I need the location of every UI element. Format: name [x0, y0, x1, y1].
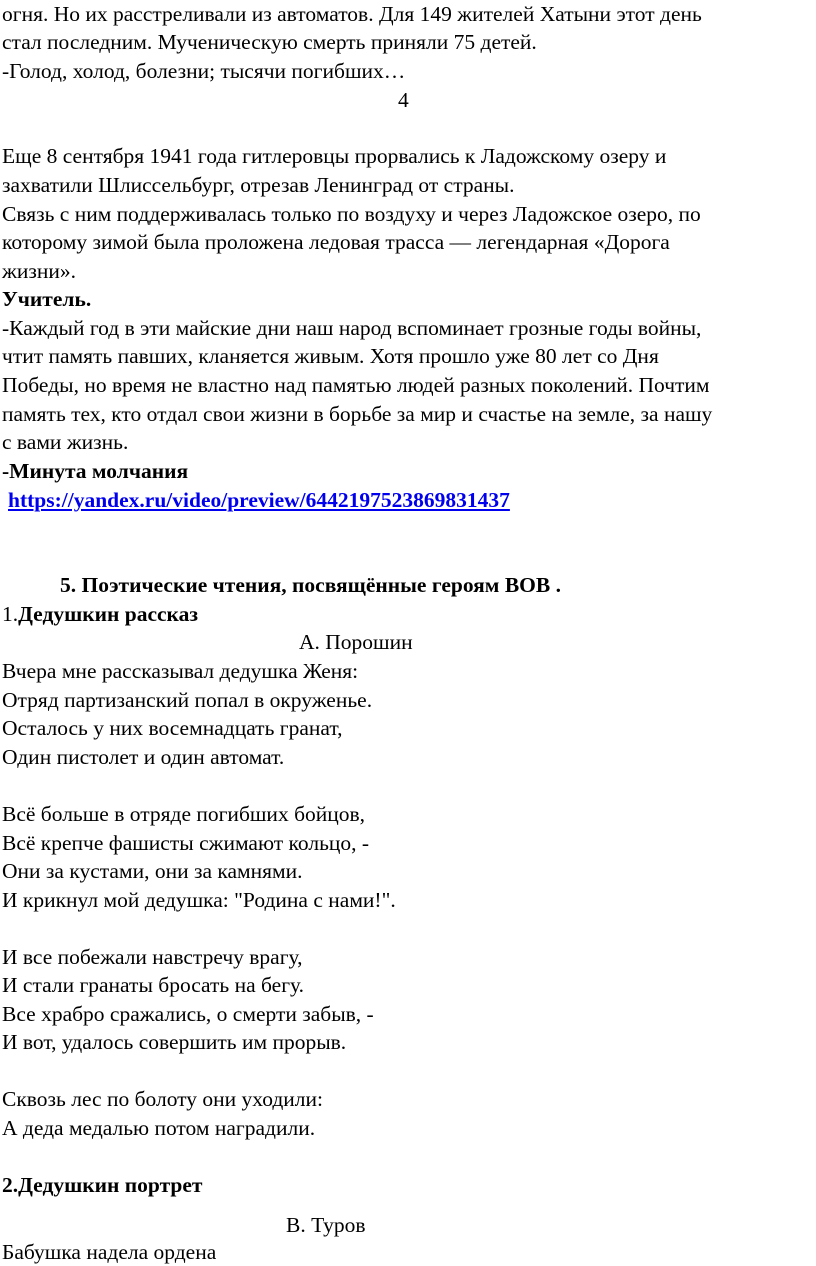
leningrad-line-5: жизни».	[2, 259, 76, 283]
poem-1-stanza-4-line-2: А деда медалью потом наградили.	[2, 1116, 316, 1140]
poem-2-title: 2.Дедушкин портрет	[2, 1173, 203, 1197]
poem-1-title: Дедушкин рассказ	[18, 602, 198, 626]
poem-1-stanza-3-line-4: И вот, удалось совершить им прорыв.	[2, 1030, 347, 1054]
teacher-label: Учитель.	[2, 287, 92, 311]
poem-1-stanza-2-line-2: Всё крепче фашисты сжимают кольцо, -	[2, 831, 370, 855]
poem-1-stanza-1-line-4: Один пистолет и один автомат.	[2, 745, 285, 769]
poem-1-number: 1.	[2, 602, 19, 626]
poem-1-stanza-3-line-2: И стали гранаты бросать на бегу.	[2, 973, 305, 997]
silence-label: -Минута молчания	[2, 459, 189, 483]
leningrad-line-4: которому зимой была проложена ледовая трасса — легендарная «Дорога	[2, 230, 670, 254]
section-5-heading: 5. Поэтические чтения, посвящённые героям ВОВ .	[60, 573, 561, 597]
poem-1-stanza-2-line-1: Всё больше в отряде погибших бойцов,	[2, 802, 366, 826]
poem-1-stanza-1-line-1: Вчера мне рассказывал дедушка Женя:	[2, 659, 359, 683]
poem-2-line-1: Бабушка надела ордена	[2, 1240, 217, 1264]
poem-1-stanza-3-line-1: И все побежали навстречу врагу,	[2, 945, 303, 969]
poem-1-author: А. Порошин	[299, 630, 413, 654]
intro-line-2: стал последним. Мученическую смерть приняли 75 детей.	[2, 30, 537, 54]
video-link[interactable]: https://yandex.ru/video/preview/6442197523869831437	[8, 488, 510, 512]
poem-1-stanza-2-line-4: И крикнул мой дедушка: "Родина с нами!".	[2, 888, 396, 912]
poem-1-stanza-3-line-3: Все храбро сражались, о смерти забыв, -	[2, 1002, 374, 1026]
teacher-line-1: -Каждый год в эти майские дни наш народ вспоминает грозные годы войны,	[2, 316, 702, 340]
poem-1-stanza-1-line-3: Осталось у них восемнадцать гранат,	[2, 716, 343, 740]
page-number: 4	[398, 88, 409, 112]
teacher-line-4: память тех, кто отдал свои жизни в борьбе за мир и счастье на земле, за нашу	[2, 402, 713, 426]
leningrad-line-3: Связь с ним поддерживалась только по воздуху и через Ладожское озеро, по	[2, 202, 701, 226]
leningrad-line-2: захватили Шлиссельбург, отрезав Ленинград от страны.	[2, 173, 515, 197]
leningrad-line-1: Еще 8 сентября 1941 года гитлеровцы прорвались к Ладожскому озеру и	[2, 144, 667, 168]
teacher-line-5: с вами жизнь.	[2, 430, 129, 454]
poem-1-stanza-1-line-2: Отряд партизанский попал в окруженье.	[2, 688, 373, 712]
teacher-line-3: Победы, но время не властно над памятью людей разных поколений. Почтим	[2, 373, 710, 397]
poem-1-stanza-2-line-3: Они за кустами, они за камнями.	[2, 859, 303, 883]
poem-1-title-line	[2, 600, 198, 628]
poem-2-author: В. Туров	[286, 1213, 366, 1237]
video-link-wrapper	[8, 486, 510, 514]
teacher-line-2: чтит память павших, кланяется живым. Хотя прошло уже 80 лет со Дня	[2, 344, 659, 368]
poem-1-stanza-4-line-1: Сквозь лес по болоту они уходили:	[2, 1087, 324, 1111]
intro-line-1: огня. Но их расстреливали из автоматов. Для 149 жителей Хатыни этот день	[2, 2, 702, 26]
intro-line-3: -Голод, холод, болезни; тысячи погибших…	[2, 59, 406, 83]
